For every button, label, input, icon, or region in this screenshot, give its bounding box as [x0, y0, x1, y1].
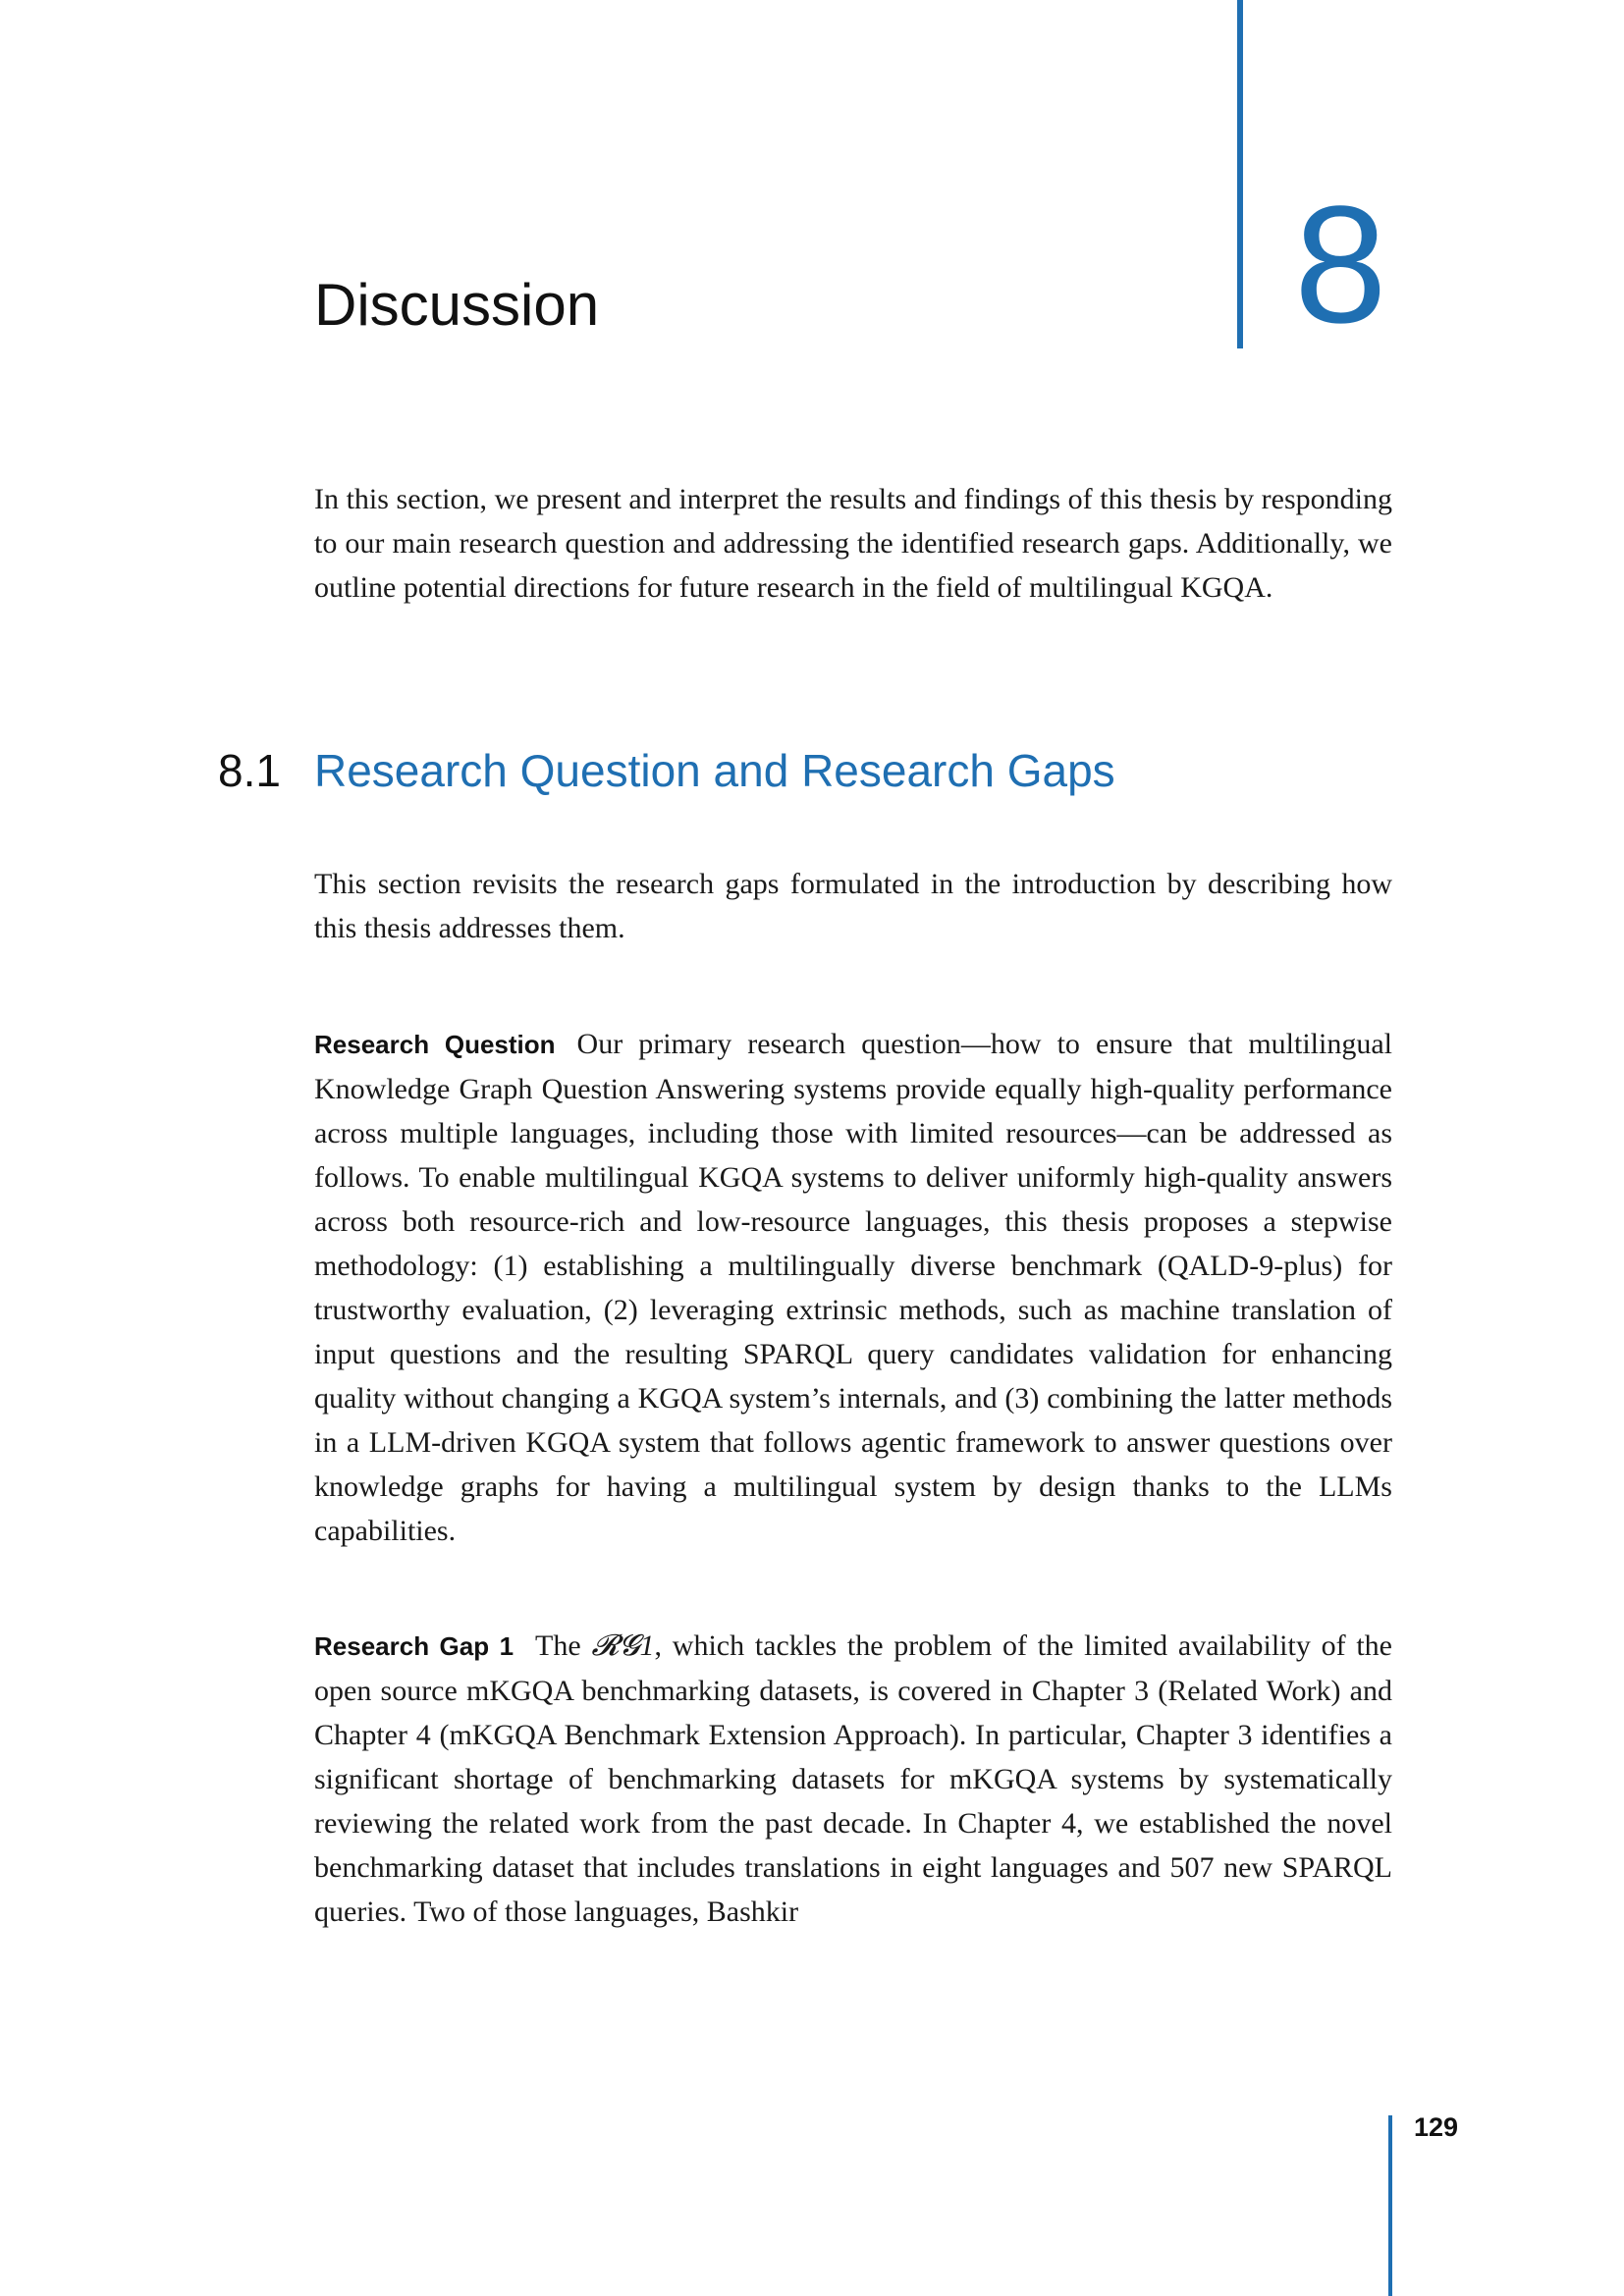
- chapter-number: 8: [1294, 172, 1387, 358]
- chapter-intro-paragraph: In this section, we present and interpret the results and findings of this thesis by responding to our main research question and addressing the identified research gaps. Additionally, we outline potential directions for future research in the field of multilingual KGQA.: [314, 483, 1392, 604]
- section-number: 8.1: [218, 745, 281, 796]
- research-gap-1-symbol: 𝓡𝓖1: [591, 1629, 655, 1662]
- research-gap-1-text-before: The: [535, 1629, 592, 1662]
- chapter-title: Discussion: [314, 272, 600, 338]
- research-gap-1-label: Research Gap 1: [314, 1631, 514, 1661]
- chapter-rule: [1237, 0, 1243, 348]
- research-question-paragraph: [314, 1022, 1392, 1553]
- research-gap-1-text-after: , which tackles the problem of the limited availability of the open source mKGQA benchmarking datasets, is covered in Chapter 3 (Related Work) and Chapter 4 (mKGQA Benchmark Extension Approach). In particular, Chapter 3 identifies a significant shortage of benchmarking datasets for mKGQA systems by systematically reviewing the related work from the past decade. In Chapter 4, we established the novel benchmarking dataset that includes translations in eight languages and 507 new SPARQL queries. Two of those languages, Bashkir: [314, 1629, 1392, 1928]
- footer-rule: [1388, 2115, 1392, 2296]
- research-gap-1-paragraph: [314, 1624, 1392, 1934]
- section-heading: [218, 744, 1115, 798]
- research-question-label: Research Question: [314, 1030, 556, 1059]
- research-question-text: Our primary research question—how to ensure that multilingual Knowledge Graph Question Answering systems provide equally high-quality performance across multiple languages, including those with limited resources—can be addressed as follows. To enable multilingual KGQA systems to deliver uniformly high-quality answers across both resource-rich and low-resource languages, this thesis proposes a stepwise methodology: (1) establishing a multilingually diverse benchmark (QALD-9-plus) for trustworthy evaluation, (2) leveraging extrinsic methods, such as machine translation of input questions and the resulting SPARQL query candidates validation for enhancing quality without changing a KGQA system’s internals, and (3) combining the latter methods in a LLM-driven KGQA system that follows agentic framework to answer questions over knowledge graphs for having a multilingual system by design thanks to the LLMs capabilities.: [314, 1028, 1392, 1547]
- section-title: Research Question and Research Gaps: [314, 745, 1115, 796]
- page-number: 129: [1414, 2112, 1459, 2142]
- section-intro-paragraph: This section revisits the research gaps formulated in the introduction by describing how this thesis addresses them.: [314, 868, 1392, 944]
